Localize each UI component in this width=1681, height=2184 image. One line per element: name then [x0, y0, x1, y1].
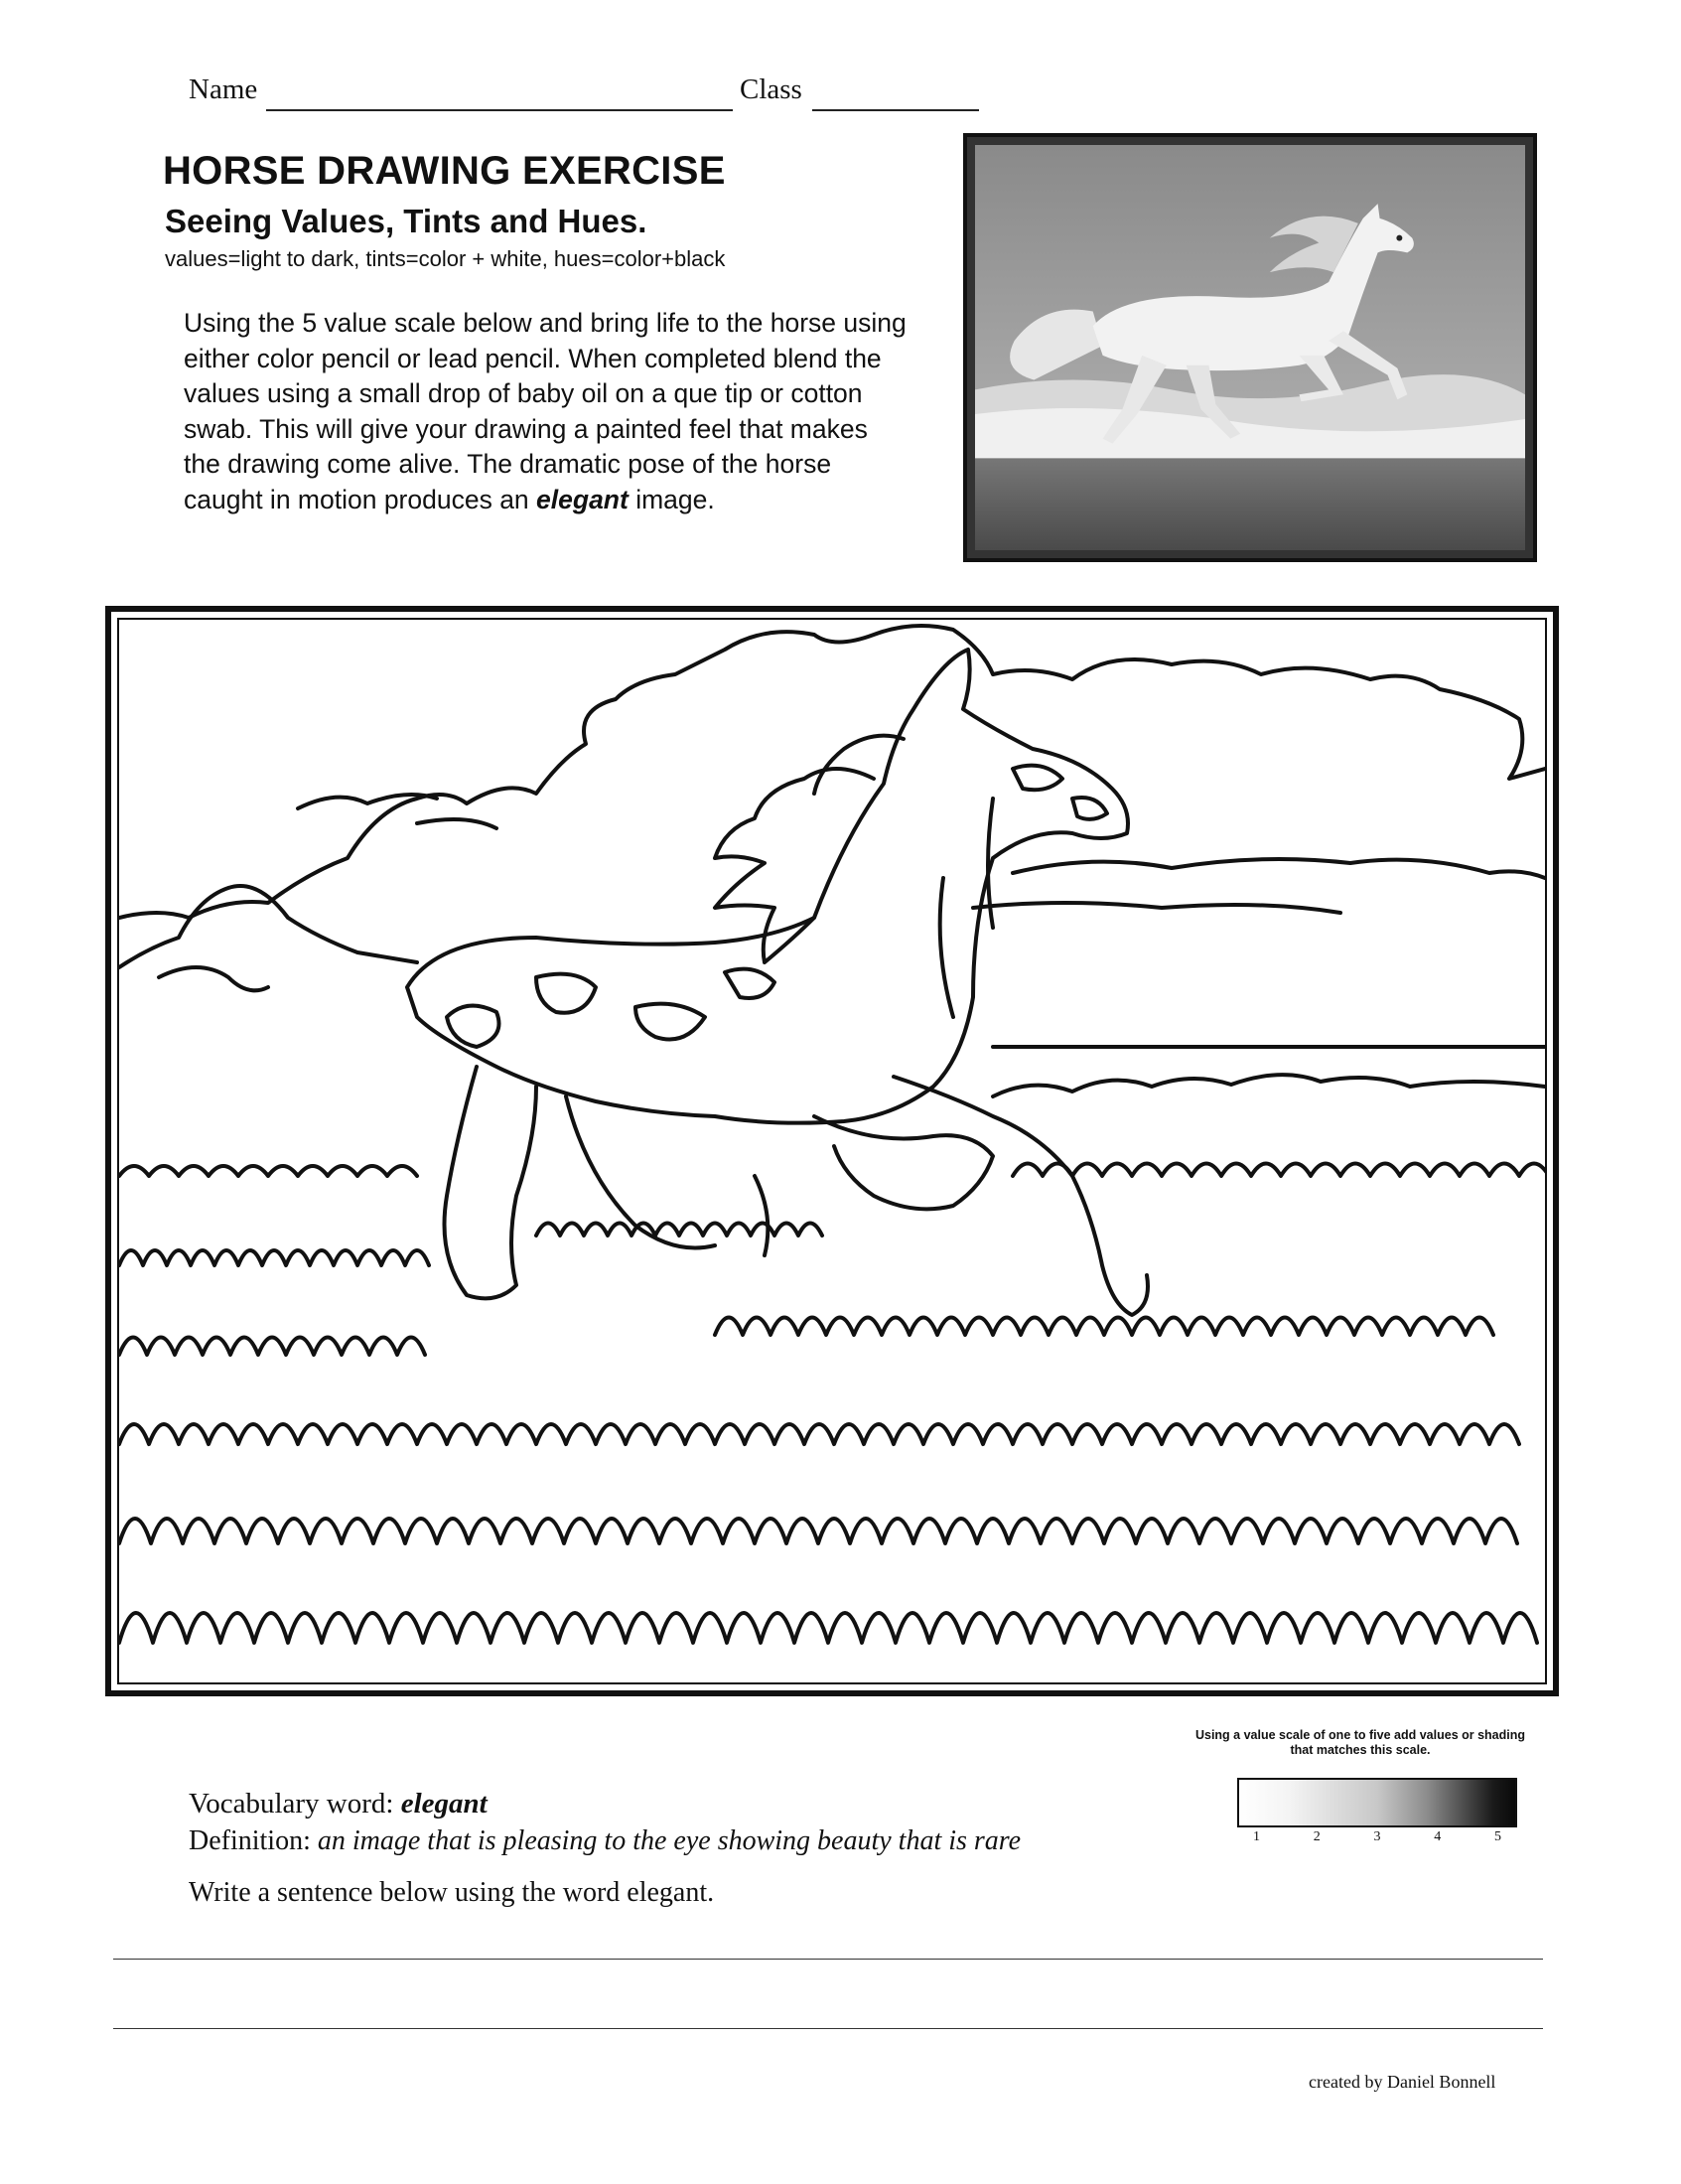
coloring-drawing-frame: [105, 606, 1559, 1696]
name-label: Name: [189, 73, 258, 105]
instructions-emphasis: elegant: [536, 484, 629, 514]
class-label: Class: [740, 73, 802, 105]
value-scale-numbers: [1253, 1829, 1501, 1845]
answer-line[interactable]: [113, 1959, 1543, 1960]
value-scale-number: 5: [1494, 1829, 1501, 1844]
instructions-paragraph: [184, 306, 909, 517]
instructions-text-end: image.: [628, 484, 715, 514]
terms-definition-line: values=light to dark, tints=color + white, hues=color+black: [165, 246, 726, 271]
value-scale-note: Using a value scale of one to five add values or shading that matches this scale.: [1194, 1728, 1526, 1757]
instructions-text: Using the 5 value scale below and bring life to the horse using either color pencil or lead pencil. When completed blend the values using a small drop of baby oil on a que tip or cotton swab. This will give your drawing a painted feel that makes the drawing come alive. The dramatic pose of the horse caught in motion produces an: [184, 308, 907, 514]
vocabulary-definition: [189, 1825, 1021, 1857]
worksheet-title: HORSE DRAWING EXERCISE: [163, 149, 726, 193]
vocabulary-term: elegant: [400, 1788, 488, 1820]
value-scale-number: 3: [1373, 1829, 1381, 1844]
definition-text: an image that is pleasing to the eye showing beauty that is rare: [317, 1825, 1022, 1856]
value-scale-bar: [1237, 1778, 1517, 1827]
horse-photo-image: [975, 145, 1525, 550]
horse-outline-drawing[interactable]: [119, 620, 1545, 1682]
value-scale-number: 4: [1434, 1829, 1442, 1844]
definition-label: Definition:: [189, 1825, 318, 1856]
value-scale-number: 1: [1253, 1829, 1260, 1844]
answer-line[interactable]: [113, 2028, 1543, 2029]
sentence-prompt: Write a sentence below using the word elegant.: [189, 1877, 715, 1908]
worksheet-subtitle: Seeing Values, Tints and Hues.: [165, 203, 647, 239]
vocabulary-word: [189, 1788, 488, 1820]
vocabulary-label: Vocabulary word:: [189, 1788, 401, 1820]
author-credit: created by Daniel Bonnell: [1309, 2072, 1496, 2092]
name-field-line[interactable]: [266, 109, 733, 111]
class-field-line[interactable]: [812, 109, 979, 111]
value-scale-number: 2: [1313, 1829, 1321, 1844]
reference-horse-photo: [963, 133, 1537, 562]
